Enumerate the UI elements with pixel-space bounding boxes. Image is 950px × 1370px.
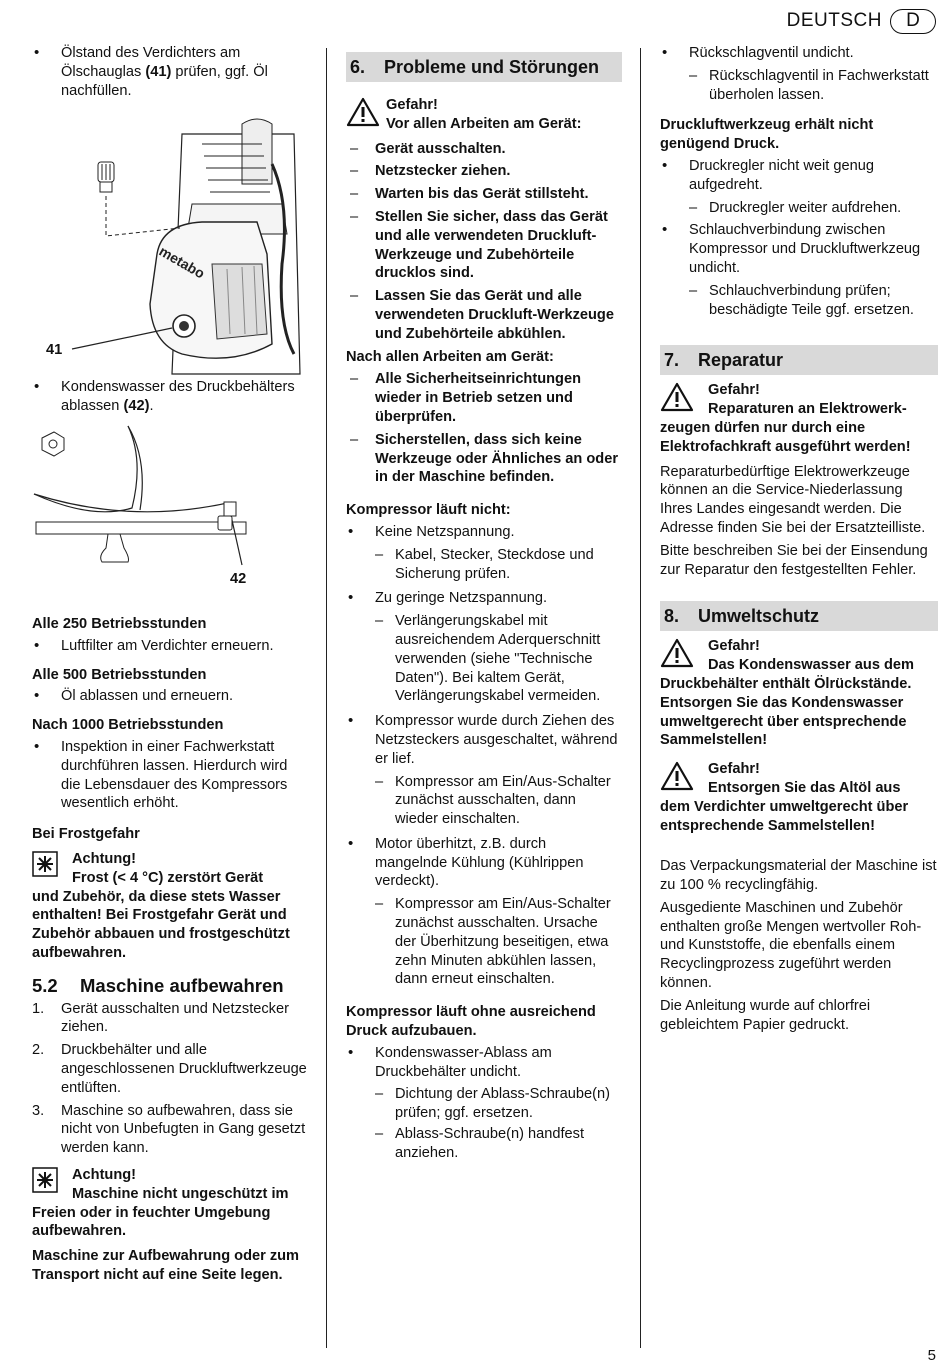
- list-item: – Alle Sicherheitseinrichtungen wieder in Betrieb setzen und überprüfen.: [350, 371, 581, 425]
- list-subitem: – Schlauchverbindung prüfen; beschädigte Teile ggf. ersetzen.: [689, 282, 914, 318]
- compressor-illustration: [32, 104, 308, 376]
- list-subitem: – Kabel, Stecker, Steckdose und Sicherung prüfen.: [375, 546, 594, 582]
- paragraph: Das Verpackungsmaterial der Maschine ist zu 100 % recyclingfähig.: [660, 858, 937, 894]
- subheading: Nach 1000 Betriebsstunden: [32, 717, 224, 734]
- list-item: • Luftfilter am Verdichter erneuern.: [34, 636, 274, 654]
- language-badge: D: [890, 9, 936, 34]
- list-item: • Keine Netzspannung.: [348, 522, 515, 540]
- list-item: • Kondenswasser-Ablass am Druckbehälter undicht.: [348, 1043, 552, 1080]
- warning-triangle-icon: [660, 761, 708, 791]
- after-work-list: [346, 370, 622, 487]
- list-item: – Netzstecker ziehen.: [350, 163, 511, 180]
- brand-logo-text: metabo: [156, 243, 208, 282]
- warning-triangle-icon: [346, 97, 386, 127]
- list-item: • Druckregler nicht weit genug aufgedreht.: [662, 156, 874, 193]
- subheading: Kompressor läuft ohne ausreichend Druck aufzubauen.: [346, 1004, 596, 1040]
- list-item: • Zu geringe Netzspannung.: [348, 589, 547, 607]
- list-item: • Rückschlagventil undicht.: [662, 44, 854, 61]
- caution-notice: Achtung! Maschine nicht ungeschützt im Freien oder in feuchter Umgebung aufbewahren.: [32, 1166, 289, 1240]
- subheading: Druckluftwerkzeug erhält nicht genügend Druck.: [660, 117, 874, 153]
- before-work-list: [346, 140, 622, 344]
- storage-note: Maschine zur Aufbewahrung oder zum Transport nicht auf eine Seite legen.: [32, 1248, 300, 1283]
- caution-icon: [32, 851, 72, 877]
- figure-label-42: 42: [230, 570, 247, 587]
- list-item: • Öl ablassen und erneuern.: [34, 687, 233, 705]
- list-item: • Inspektion in einer Fachwerkstatt durchführen lassen. Hierdurch wird die Lebensdauer des Kompressors wesentlich erhöht.: [34, 737, 288, 812]
- caution-notice: Achtung! Frost (< 4 °C) zerstört Gerät und Zubehör, da diese stets Wasser enthalten! Bei Frostgefahr Gerät und Zubehör abbauen und frostgeschützt aufbewahren.: [32, 850, 290, 961]
- paragraph: Reparaturbedürftige Elektrowerkzeuge können an die Service-Niederlassung Ihres Landes eingesandt werden. Die Adresse finden Sie bei der Ersatzteilliste.: [660, 463, 926, 536]
- subheading: Bei Frostgefahr: [32, 826, 140, 843]
- list-item: – Lassen Sie das Gerät und alle verwendeten Druckluft-Werkzeuge und Zubehörteile abkühlen.: [350, 288, 614, 342]
- list-subitem: – Druckregler weiter aufdrehen.: [689, 199, 902, 216]
- list-item: – Gerät ausschalten.: [350, 140, 506, 157]
- page-number: 5: [927, 1347, 936, 1365]
- column-right: [660, 44, 938, 1038]
- list-item: • Kondenswasser des Druckbehälters ablassen (42).: [34, 378, 295, 415]
- list-item: • Ölstand des Verdichters am Ölschauglas (41) prüfen, ggf. Öl nachfüllen.: [34, 44, 268, 99]
- list-item: • Schlauchverbindung zwischen Kompressor und Druckluftwerkzeug undicht.: [662, 221, 921, 276]
- language-header: [787, 9, 936, 34]
- list-subitem: – Dichtung der Ablass-Schraube(n) prüfen; ggf. ersetzen.: [375, 1086, 610, 1122]
- section-heading: 6. Probleme und Störungen: [346, 52, 622, 82]
- list-item: • Motor überhitzt, z.B. durch mangelnde Kühlung (Kühlrippen verdeckt).: [348, 834, 584, 890]
- subheading: Alle 500 Betriebsstunden: [32, 666, 207, 683]
- column-divider: [326, 48, 327, 1348]
- subheading: Alle 250 Betriebsstunden: [32, 615, 207, 632]
- subheading: Kompressor läuft nicht:: [346, 502, 511, 519]
- column-divider: [640, 48, 641, 1348]
- list-item: 3. Maschine so aufbewahren, dass sie nicht von Unbefugten in Gang gesetzt werden kann.: [32, 1102, 306, 1157]
- caution-icon: [32, 1167, 72, 1193]
- list-subitem: – Ablass-Schraube(n) handfest anziehen.: [375, 1126, 585, 1161]
- compressor-figure: [32, 104, 308, 376]
- list-subitem: – Kompressor am Ein/Aus-Schalter zunächst ausschalten. Ursache der Überhitzung beseitigen, etwa zehn Minuten abkühlen lassen, dann erneut einschalten.: [375, 896, 611, 988]
- tank-illustration: [32, 420, 308, 605]
- paragraph: Bitte beschreiben Sie bei der Einsendung zur Reparatur den festgestellten Fehler.: [660, 542, 928, 578]
- section-heading: 5.2 Maschine aufbewahren: [32, 974, 284, 996]
- list-item: – Stellen Sie sicher, dass das Gerät und alle verwendeten Druckluft-Werkzeuge und Zubehörteile drucklos sind.: [350, 208, 608, 282]
- warning-triangle-icon: [660, 638, 708, 668]
- numbered-list: [32, 1000, 308, 1158]
- danger-notice: Gefahr! Das Kondenswasser aus dem Druckbehälter enthält Ölrückstände. Entsorgen Sie das Kondenswasser umweltgerecht über entsprechende Sammelstellen!: [660, 638, 915, 749]
- figure-label-41: 41: [46, 342, 63, 359]
- section-heading: 8. Umweltschutz: [660, 601, 938, 631]
- subheading: Nach allen Arbeiten am Gerät:: [346, 348, 554, 365]
- list-item: – Sicherstellen, dass sich keine Werkzeuge oder Ähnliches an oder in der Maschine befinden.: [350, 431, 619, 486]
- list-item: • Kompressor wurde durch Ziehen des Netzsteckers ausgeschaltet, während er lief.: [348, 712, 618, 767]
- column-middle: [346, 52, 622, 1165]
- list-subitem: – Verlängerungskabel mit ausreichendem Aderquerschnitt verwenden (siehe "Technische Daten"). Bei kaltem Gerät, Verlängerungskabel vermeiden.: [375, 613, 601, 705]
- section-heading: 7. Reparatur: [660, 345, 938, 375]
- paragraph: Ausgediente Maschinen und Zubehör enthalten große Mengen wertvoller Roh- und Kunststoffe, die ebenfalls einem Recyclingprozess zugeführt werden können.: [660, 899, 922, 992]
- column-left: [32, 44, 308, 1285]
- list-item: 1. Gerät ausschalten und Netzstecker ziehen.: [32, 1000, 289, 1036]
- danger-notice: Gefahr! Reparaturen an Elektrowerk- zeugen dürfen nur durch eine Elektrofachkraft ausgeführt werden!: [660, 382, 911, 455]
- danger-notice: Gefahr! Vor allen Arbeiten am Gerät:: [346, 96, 622, 134]
- danger-notice: Gefahr! Entsorgen Sie das Altöl aus dem Verdichter umweltgerecht über entsprechende Sammelstellen!: [660, 761, 909, 834]
- list-subitem: – Kompressor am Ein/Aus-Schalter zunächst ausschalten, dann wieder einschalten.: [375, 773, 611, 828]
- list-item: 2. Druckbehälter und alle angeschlossenen Druckluftwerkzeuge entlüften.: [32, 1042, 307, 1096]
- language-label: DEUTSCH: [786, 10, 882, 32]
- tank-figure: [32, 420, 308, 605]
- list-subitem: – Rückschlagventil in Fachwerkstatt überholen lassen.: [689, 67, 929, 103]
- list-item: – Warten bis das Gerät stillsteht.: [350, 186, 589, 203]
- warning-triangle-icon: [660, 382, 708, 412]
- paragraph: Die Anleitung wurde auf chlorfrei gebleichtem Papier gedruckt.: [660, 997, 871, 1033]
